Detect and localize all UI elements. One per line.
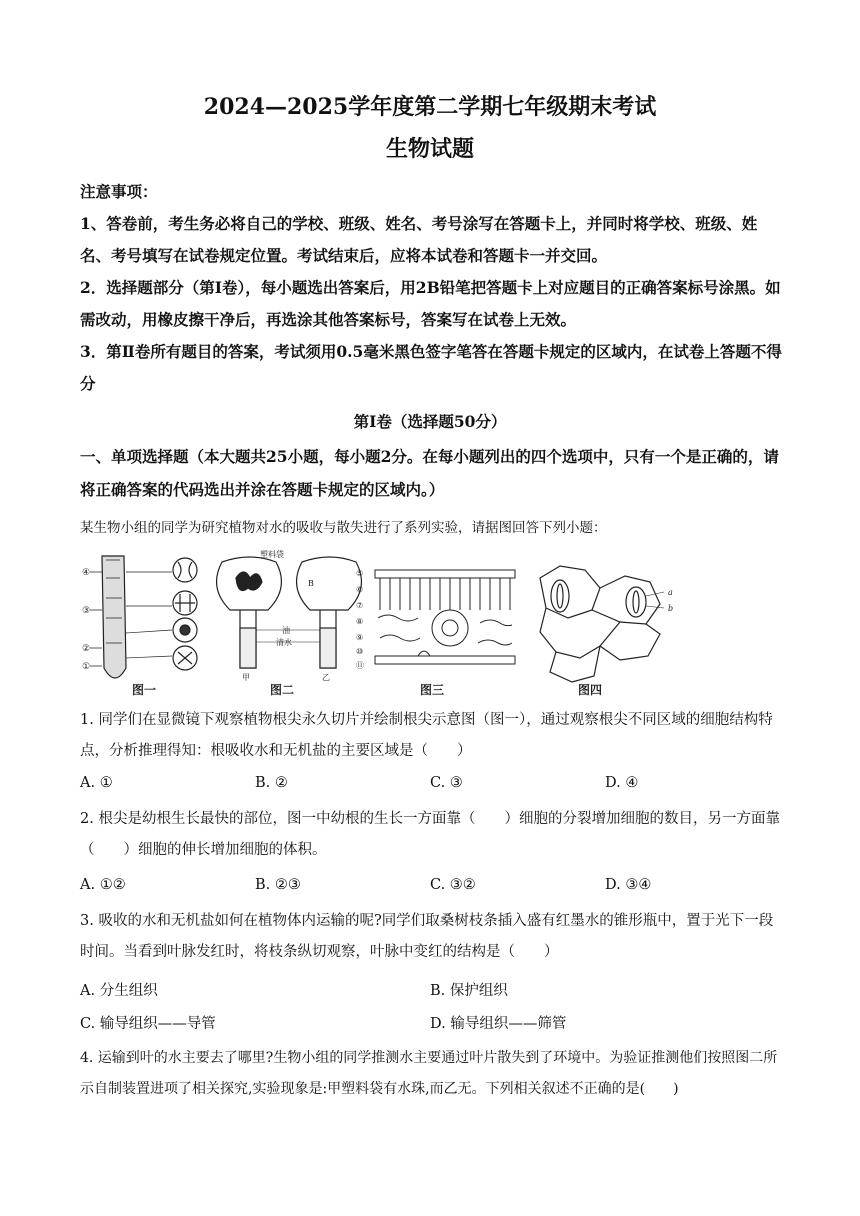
question-3-options-row1 xyxy=(80,979,782,1000)
figure-1-marks xyxy=(82,568,90,672)
option: A. 分生组织 xyxy=(80,983,158,999)
figure-intro: 某生物小组的同学为研究植物对水的吸收与散失进行了系列实验，请据图回答下列小题： xyxy=(80,520,607,536)
note-item: 2．选择题部分（第Ⅰ卷），每小题选出答案后，用2B铅笔把答题卡上对应题目的正确答案标号涂黑。如需改动，用橡皮擦干净后，再选涂其他答案标号，答案写在试卷上无效。 xyxy=(80,278,781,329)
figure-1-root-tip xyxy=(90,556,197,678)
figure-3-marks xyxy=(356,569,364,670)
fig2-text: 清水 xyxy=(276,638,292,647)
part-one-heading: 一、单项选择题（本大题共25小题，每小题2分。在每小题列出的四个选项中，只有一个是正确的，请将正确答案的代码选出并涂在答题卡规定的区域内。） xyxy=(80,447,779,499)
fig2-text: 乙 xyxy=(322,673,330,682)
fig3-mark: ⑤ xyxy=(356,569,364,578)
option: C. ③ xyxy=(430,775,463,791)
fig2-text: 油 xyxy=(282,626,290,635)
fig3-mark: ⑨ xyxy=(356,633,364,642)
option: B. ② xyxy=(255,775,288,791)
figure-labels xyxy=(132,683,602,697)
fig3-mark: ⑦ xyxy=(356,601,364,610)
fig1-mark: ③ xyxy=(82,606,91,616)
question-1: 1. 同学们在显微镜下观察植物根尖永久切片并绘制根尖示意图（图一），通过观察根尖不同区域的细胞结构特点，分析推理得知：根吸收水和无机盐的主要区域是（ ） xyxy=(80,712,773,759)
note-item: 1、答卷前，考生务必将自己的学校、班级、姓名、考号涂写在答题卡上，并同时将学校、班级、姓名、考号填写在试卷规定位置。考试结束后，应将本试卷和答题卡一并交回。 xyxy=(80,214,758,265)
figure-4-marks xyxy=(668,588,673,613)
notes-heading: 注意事项： xyxy=(80,182,158,201)
question-1-options xyxy=(80,775,782,791)
figure-label: 图三 xyxy=(420,683,445,697)
fig2-text: B xyxy=(308,579,314,588)
option: A. ①② xyxy=(80,877,126,893)
figure-3-leaf-section xyxy=(375,570,515,664)
option: D. ④ xyxy=(605,775,639,791)
option: D. ③④ xyxy=(605,877,652,893)
question-2-options xyxy=(80,877,782,893)
fig2-text: 甲 xyxy=(242,673,250,682)
fig1-mark: ② xyxy=(82,644,91,654)
question-3: 3. 吸收的水和无机盐如何在植物体内运输的呢?同学们取桑树枝条插入盛有红墨水的锥形瓶中，置于光下一段时间。当看到叶脉发红时，将枝条纵切观察，叶脉中变红的结构是（ ） xyxy=(80,913,774,960)
question-2: 2. 根尖是幼根生长最快的部位，图一中幼根的生长一方面靠（ ）细胞的分裂增加细胞的数目，另一方面靠（ ）细胞的伸长增加细胞的体积。 xyxy=(80,811,780,858)
option: D. 输导组织——筛管 xyxy=(430,1016,567,1032)
fig2-text: 塑料袋 xyxy=(260,550,284,559)
question-4: 4. 运输到叶的水主要去了哪里?生物小组的同学推测水主要通过叶片散失到了环境中。为验证推测他们按照图二所示自制装置进项了相关探究,实验现象是:甲塑料袋有水珠,而乙无。下列相关叙述不正确的是( ) xyxy=(80,1050,778,1097)
fig3-mark: ⑪ xyxy=(356,661,364,670)
option: C. 输导组织——导管 xyxy=(80,1016,216,1032)
fig3-mark: ⑩ xyxy=(356,647,364,656)
fig3-mark: ⑧ xyxy=(356,617,364,626)
exam-title: 2024—2025学年度第二学期七年级期末考试 xyxy=(203,94,657,120)
option: C. ③② xyxy=(430,877,476,893)
fig4-mark: a xyxy=(668,588,673,597)
option: A. ① xyxy=(80,775,113,791)
figure-2-apparatus xyxy=(217,557,362,668)
figure-label: 图四 xyxy=(578,683,603,697)
figure-label: 图二 xyxy=(270,683,295,697)
figure-4-stomata xyxy=(540,566,664,682)
question-3-options-row2 xyxy=(80,1012,782,1033)
exam-subject: 生物试题 xyxy=(385,136,474,162)
notes-section xyxy=(80,176,782,400)
note-item: 3．第Ⅱ卷所有题目的答案，考试须用0.5毫米黑色签字笔答在答题卡规定的区域内，在试卷上答题不得分 xyxy=(80,342,782,393)
figure-strip xyxy=(80,548,680,698)
figure-label: 图一 xyxy=(132,683,157,697)
option: B. 保护组织 xyxy=(430,983,508,999)
section-heading: 第Ⅰ卷（选择题50分） xyxy=(353,412,507,431)
fig1-mark: ① xyxy=(82,662,91,672)
fig3-mark: ⑥ xyxy=(356,585,364,594)
option: B. ②③ xyxy=(255,877,301,893)
fig4-mark: b xyxy=(668,604,674,613)
fig1-mark: ④ xyxy=(82,568,91,578)
